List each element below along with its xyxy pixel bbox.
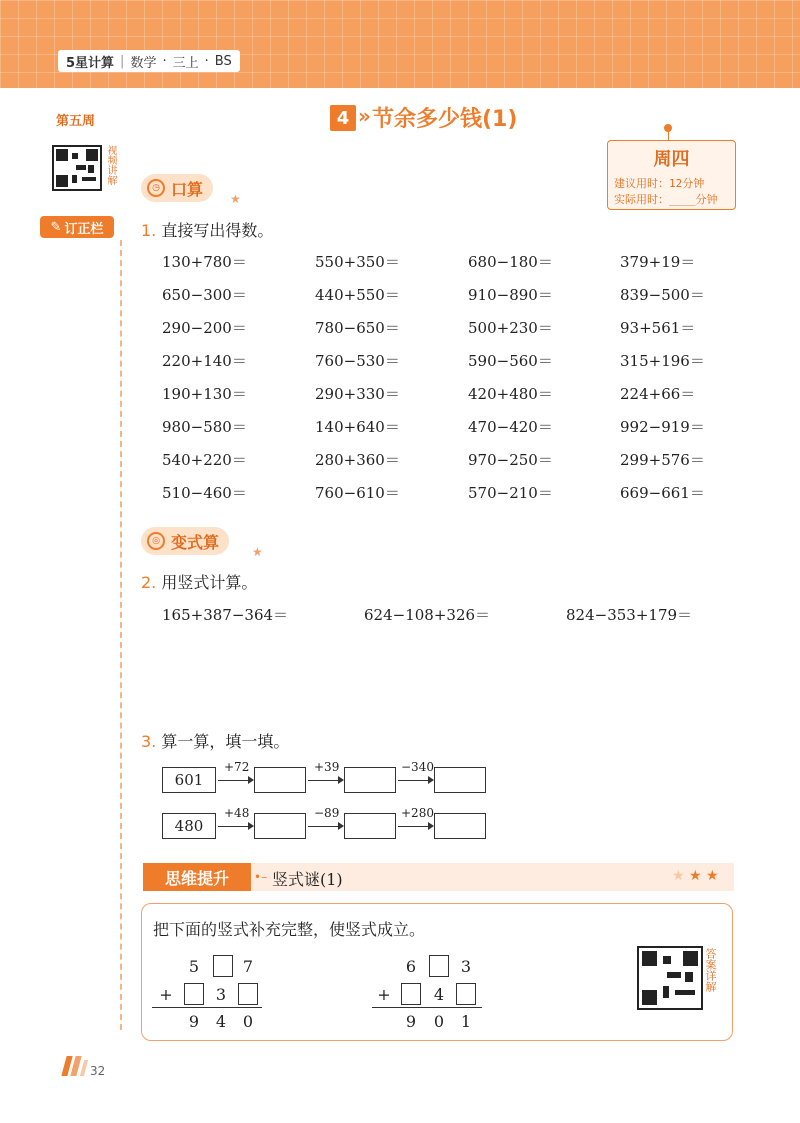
- oral-calc-item: 220+140＝: [162, 352, 247, 370]
- oral-calc-item: 280+360＝: [315, 451, 400, 469]
- answer-box[interactable]: [254, 767, 306, 793]
- page-mark: [80, 1060, 88, 1076]
- chain-op-label: +280: [401, 806, 434, 820]
- oral-calc-item: 130+780＝: [162, 253, 247, 271]
- puzzle-blank[interactable]: [184, 983, 204, 1005]
- oral-calc-item: 420+480＝: [468, 385, 553, 403]
- star-icon: ★: [672, 868, 685, 884]
- chain-start-box: 601: [162, 767, 216, 793]
- puzzle-digit: 6: [405, 957, 417, 976]
- answer-box[interactable]: [434, 813, 486, 839]
- puzzle-digit: 4: [215, 1012, 227, 1031]
- card-hanger-line: [668, 128, 669, 140]
- oral-calc-item: 910−890＝: [468, 286, 553, 304]
- puzzle-digit: 0: [433, 1012, 445, 1031]
- sum-line: [152, 1007, 262, 1008]
- puzzle-digit: 3: [460, 957, 472, 976]
- chain-op-label: +39: [314, 760, 340, 774]
- puzzle-blank[interactable]: [456, 983, 476, 1005]
- oral-calc-item: 224+66＝: [620, 385, 696, 403]
- puzzle-digit: 0: [242, 1012, 254, 1031]
- oral-calc-item: 970−250＝: [468, 451, 553, 469]
- stopwatch-icon: ◷: [147, 179, 165, 197]
- puzzle-blank[interactable]: [401, 983, 421, 1005]
- connector-icon: •–: [254, 870, 268, 884]
- chevron-right-icon: »: [358, 104, 371, 128]
- puzzle-digit: 5: [188, 957, 200, 976]
- puzzle-digit: 9: [405, 1012, 417, 1031]
- target-icon: ◎: [147, 532, 165, 550]
- video-qr-code[interactable]: [52, 145, 102, 191]
- puzzle-digit: 7: [242, 957, 254, 976]
- oral-calc-item: 93+561＝: [620, 319, 696, 337]
- lesson-title: 节余多少钱(1): [372, 107, 518, 132]
- arrow-line: [308, 780, 338, 781]
- day-card: [607, 140, 736, 210]
- thinking-label: 思维提升: [143, 863, 251, 891]
- dot-separator: ·: [162, 53, 167, 69]
- star-icon: ★: [689, 868, 702, 884]
- puzzle-blank[interactable]: [213, 955, 233, 977]
- puzzle-blank[interactable]: [238, 983, 258, 1005]
- oral-calc-item: 669−661＝: [620, 484, 705, 502]
- oral-calc-item: 680−180＝: [468, 253, 553, 271]
- arrow-line: [398, 826, 428, 827]
- section-variant-label: 变式算: [171, 532, 220, 552]
- chain-op-label: −89: [314, 806, 340, 820]
- day-title: 周四: [653, 149, 690, 170]
- section-oral-label: 口算: [171, 179, 204, 199]
- book-edition: BS: [214, 53, 232, 69]
- book-grade: 三上: [172, 55, 199, 71]
- oral-calc-item: 510−460＝: [162, 484, 247, 502]
- chain-op-label: +48: [224, 806, 250, 820]
- page-number: 32: [90, 1064, 106, 1078]
- book-brand: 5星计算: [66, 55, 115, 71]
- pencil-icon: ✎: [50, 219, 62, 235]
- sum-line: [372, 1007, 482, 1008]
- vertical-calc-item: 165+387−364＝: [162, 606, 289, 624]
- section-variant-pill: [141, 527, 229, 555]
- puzzle-digit: 1: [460, 1012, 472, 1031]
- arrow-line: [218, 826, 248, 827]
- puzzle-digit: 3: [215, 985, 227, 1004]
- arrow-line: [398, 780, 428, 781]
- question-text: 算一算，填一填。: [161, 732, 290, 751]
- answer-qr-caption: 答案详解: [704, 948, 717, 992]
- actual-time: 实际用时：____分钟: [614, 193, 718, 206]
- oral-calc-item: 500+230＝: [468, 319, 553, 337]
- difficulty-stars: [672, 868, 719, 884]
- oral-calc-item: 140+640＝: [315, 418, 400, 436]
- suggested-time: 建议用时：12分钟: [614, 177, 705, 190]
- correction-label: 订正栏: [64, 221, 104, 237]
- chain-start-box: 480: [162, 813, 216, 839]
- answer-qr-code[interactable]: [637, 946, 703, 1010]
- week-label: 第五周: [56, 114, 96, 129]
- question-number: 3.: [141, 732, 157, 751]
- vertical-calc-item: 824−353+179＝: [566, 606, 693, 624]
- oral-calc-item: 760−530＝: [315, 352, 400, 370]
- correction-divider: [120, 240, 122, 1030]
- question-text: 用竖式计算。: [161, 573, 258, 592]
- puzzle-digit: 4: [433, 985, 445, 1004]
- question-2-heading: [141, 570, 257, 593]
- oral-calc-item: 540+220＝: [162, 451, 247, 469]
- oral-calc-item: 299+576＝: [620, 451, 705, 469]
- oral-calc-item: 315+196＝: [620, 352, 705, 370]
- oral-calc-item: 839−500＝: [620, 286, 705, 304]
- star-icon: ★: [252, 545, 263, 559]
- qr-caption: 视频讲解: [105, 145, 116, 185]
- thinking-instruction: 把下面的竖式补充完整，使竖式成立。: [153, 920, 426, 939]
- oral-calc-item: 980−580＝: [162, 418, 247, 436]
- answer-box[interactable]: [254, 813, 306, 839]
- book-tag: [58, 50, 240, 72]
- question-1-heading: [141, 218, 273, 241]
- arrow-line: [308, 826, 338, 827]
- answer-box[interactable]: [344, 813, 396, 839]
- star-icon: ★: [230, 192, 241, 206]
- oral-calc-item: 780−650＝: [315, 319, 400, 337]
- puzzle-digit: 9: [188, 1012, 200, 1031]
- oral-calc-item: 650−300＝: [162, 286, 247, 304]
- oral-calc-item: 550+350＝: [315, 253, 400, 271]
- question-text: 直接写出得数。: [161, 221, 274, 240]
- dot-separator: ·: [204, 53, 209, 69]
- puzzle-blank[interactable]: [429, 955, 449, 977]
- oral-calc-item: 190+130＝: [162, 385, 247, 403]
- oral-calc-item: 590−560＝: [468, 352, 553, 370]
- arrow-line: [218, 780, 248, 781]
- section-oral-pill: [141, 174, 213, 202]
- question-number: 2.: [141, 573, 157, 592]
- vertical-calc-item: 624−108+326＝: [364, 606, 491, 624]
- plus-sign: +: [377, 985, 391, 1004]
- correction-tag: [40, 216, 114, 238]
- question-3-heading: [141, 729, 289, 752]
- oral-calc-item: 570−210＝: [468, 484, 553, 502]
- chain-op-label: +72: [224, 760, 250, 774]
- answer-box[interactable]: [344, 767, 396, 793]
- star-icon: ★: [706, 868, 719, 884]
- oral-calc-item: 470−420＝: [468, 418, 553, 436]
- oral-calc-item: 992−919＝: [620, 418, 705, 436]
- lesson-number: 4: [330, 105, 356, 131]
- thinking-title: 竖式谜(1): [272, 870, 343, 889]
- oral-calc-item: 440+550＝: [315, 286, 400, 304]
- plus-sign: +: [159, 985, 173, 1004]
- oral-calc-item: 760−610＝: [315, 484, 400, 502]
- oral-calc-item: 290−200＝: [162, 319, 247, 337]
- answer-box[interactable]: [434, 767, 486, 793]
- question-number: 1.: [141, 221, 157, 240]
- chain-op-label: −340: [401, 760, 434, 774]
- tag-separator: |: [120, 53, 125, 69]
- page-header-band: [0, 0, 800, 88]
- oral-calc-item: 379+19＝: [620, 253, 696, 271]
- oral-calc-item: 290+330＝: [315, 385, 400, 403]
- book-subject: 数学: [130, 55, 157, 71]
